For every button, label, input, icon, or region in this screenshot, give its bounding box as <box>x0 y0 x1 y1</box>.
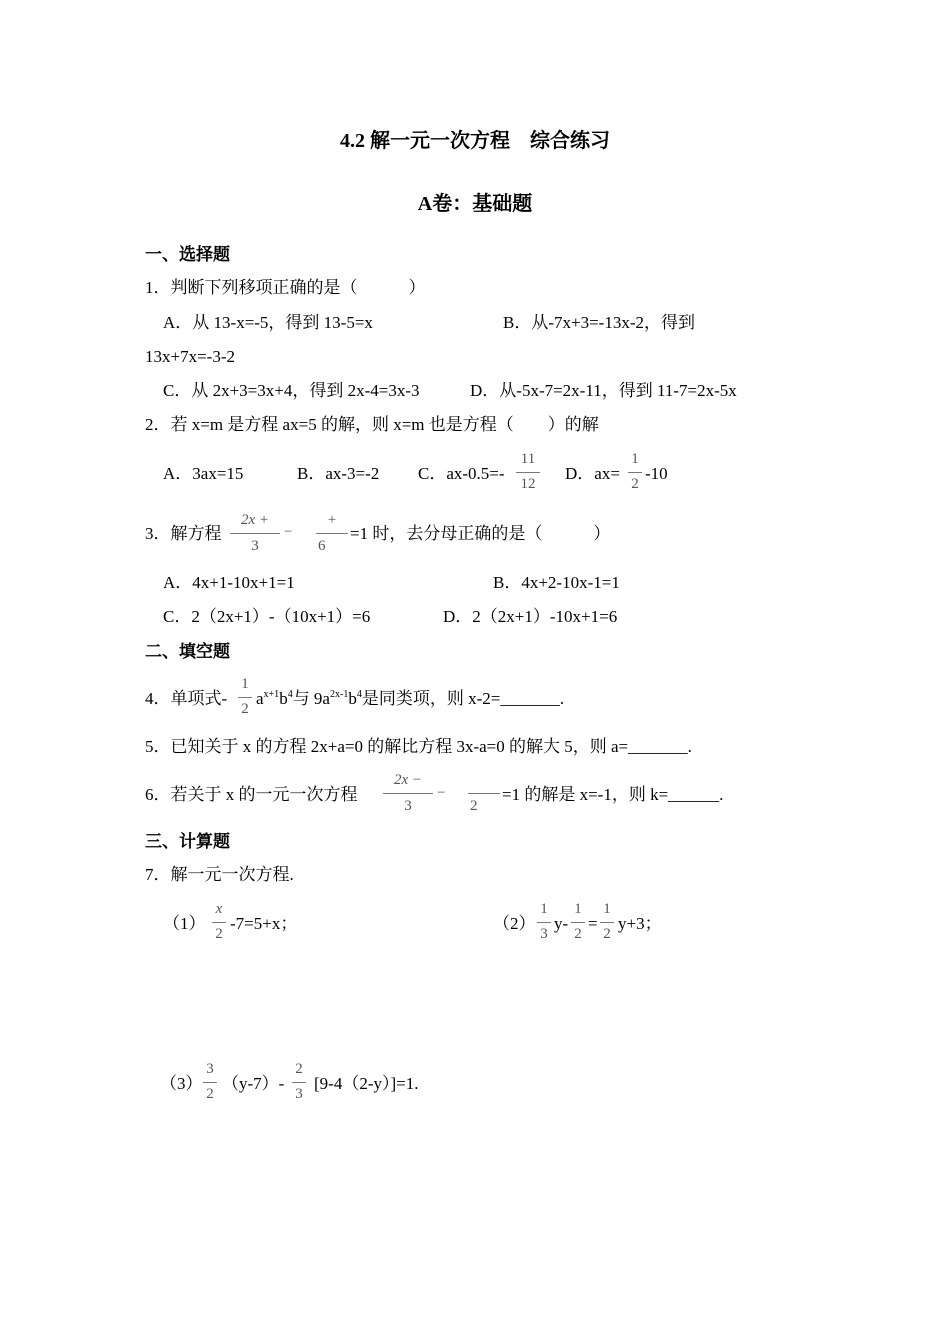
q2-stem: 2．若 x=m 是方程 ax=5 的解，则 x=m 也是方程（ ）的解 <box>145 415 599 434</box>
q6-stem-prefix: 6．若关于 x 的一元一次方程 <box>145 785 358 804</box>
q4-exponent-b: 4 <box>287 689 293 700</box>
q2-option-d-fraction <box>628 450 642 494</box>
q7-part3-middle: （y-7）- <box>222 1074 285 1093</box>
fraction-denominator: 12 <box>520 476 536 492</box>
fraction-bar <box>316 533 348 534</box>
fraction-bar <box>571 922 585 923</box>
q7-part3-fraction-2 <box>292 1060 306 1104</box>
q4-var-b2: b <box>348 689 357 708</box>
q6-fraction-1 <box>383 771 433 815</box>
q3-fraction-2 <box>316 511 348 555</box>
q4-middle-text: 与 9a <box>292 689 330 708</box>
q3-option-c: C．2（2x+1）-（10x+1）=6 <box>163 607 371 626</box>
fraction-bar <box>628 472 642 473</box>
q7-part1-fraction <box>212 900 226 944</box>
fraction-numerator: 1 <box>241 676 249 692</box>
q6-stem-suffix: =1 的解是 x=-1，则 k=______. <box>502 785 724 804</box>
q6-fraction-2 <box>468 771 500 815</box>
q2-option-d: D．ax= <box>565 464 620 483</box>
q4-stem-suffix: 是同类项，则 x-2=_______. <box>361 689 565 708</box>
fraction-denominator: 6 <box>318 538 326 554</box>
fraction-denominator: 3 <box>540 926 548 942</box>
q1-option-c: C．从 2x+3=3x+4，得到 2x-4=3x-3 <box>163 381 420 400</box>
fraction-denominator: 2 <box>574 926 582 942</box>
q3-option-a: A．4x+1-10x+1=1 <box>163 573 295 592</box>
q1-option-a: A．从 13-x=-5，得到 13-5=x <box>163 313 373 332</box>
fraction-bar <box>212 922 226 923</box>
q4-monomials <box>256 690 564 707</box>
fraction-numerator: x <box>215 901 223 917</box>
q1-option-d: D．从-5x-7=2x-11，得到 11-7=2x-5x <box>470 381 737 400</box>
fraction-denominator: 2 <box>206 1086 214 1102</box>
fraction-denominator: 2 <box>470 798 478 814</box>
q4-fraction <box>238 675 252 719</box>
q1-stem: 1．判断下列移项正确的是（ ） <box>145 278 426 297</box>
fraction-numerator: 2x + <box>240 512 270 528</box>
q3-fraction-1 <box>230 511 280 555</box>
fraction-bar <box>238 697 252 698</box>
fraction-denominator: 3 <box>251 538 259 554</box>
section-heading-compute: 三、计算题 <box>145 832 230 851</box>
q7-part2-fraction-3 <box>600 900 614 944</box>
fraction-numerator: 11 <box>520 451 536 467</box>
q7-part1-label: （1） <box>163 914 206 933</box>
q7-part2-fraction-2 <box>571 900 585 944</box>
fraction-denominator: 2 <box>241 701 249 717</box>
fraction-numerator: 3 <box>206 1061 214 1077</box>
q3-option-b: B．4x+2-10x-1=1 <box>493 573 620 592</box>
page-subtitle: A卷：基础题 <box>417 193 533 215</box>
page-title: 4.2 解一元一次方程 综合练习 <box>340 130 610 152</box>
q1-option-b-continued: 13x+7x=-3-2 <box>145 347 235 366</box>
q7-part2-tail: y+3； <box>618 914 662 933</box>
q5-stem: 5．已知关于 x 的方程 2x+a=0 的解比方程 3x-a=0 的解大 5，则 a=_______. <box>145 737 692 756</box>
fraction-denominator: 2 <box>603 926 611 942</box>
q2-option-d-tail: -10 <box>645 464 668 483</box>
q4-exponent-a2: 2x-1 <box>329 689 349 700</box>
q1-option-b: B．从-7x+3=-13x-2，得到 <box>503 313 695 332</box>
section-heading-choice: 一、选择题 <box>145 245 230 264</box>
q7-part3-label: （3） <box>160 1074 203 1093</box>
fraction-bar <box>292 1082 306 1083</box>
fraction-numerator: 1 <box>540 901 548 917</box>
fraction-numerator: 2 <box>295 1061 303 1077</box>
q7-part2-equals: = <box>588 914 598 933</box>
fraction-denominator: 3 <box>295 1086 303 1102</box>
q3-stem-suffix: =1 时，去分母正确的是（ ） <box>350 524 611 543</box>
q4-exponent-a: x+1 <box>263 689 280 700</box>
q7-part1-tail: -7=5+x； <box>230 914 298 933</box>
fraction-numerator: 2x − <box>393 772 423 788</box>
fraction-bar <box>230 533 280 534</box>
q7-part3-fraction-1 <box>203 1060 217 1104</box>
fraction-bar <box>203 1082 217 1083</box>
q4-var-a: a <box>256 689 264 708</box>
q7-part2-y-minus: y- <box>554 914 569 933</box>
section-heading-fill: 二、填空题 <box>145 642 230 661</box>
q2-option-c-fraction <box>516 450 540 494</box>
q7-part3-tail: [9-4（2-y）]=1. <box>314 1074 419 1093</box>
q3-stem-prefix: 3．解方程 <box>145 524 222 543</box>
fraction-numerator: + <box>327 512 337 528</box>
q7-stem: 7．解一元一次方程. <box>145 865 294 884</box>
fraction-numerator: 1 <box>631 451 639 467</box>
q3-minus-sign: − <box>284 524 293 540</box>
q7-part2-fraction-1 <box>537 900 551 944</box>
fraction-bar <box>537 922 551 923</box>
q4-exponent-b2: 4 <box>356 689 362 700</box>
fraction-denominator: 3 <box>404 798 412 814</box>
q7-part2-label: （2） <box>493 914 536 933</box>
q2-option-c: C．ax-0.5=- <box>418 464 505 483</box>
fraction-bar <box>516 472 540 473</box>
fraction-bar <box>468 793 500 794</box>
q6-minus-sign: − <box>437 785 446 801</box>
q4-var-b: b <box>279 689 288 708</box>
q2-option-a: A．3ax=15 <box>163 464 244 483</box>
q4-stem-prefix: 4．单项式- <box>145 689 228 708</box>
fraction-bar <box>383 793 433 794</box>
q2-option-b: B．ax-3=-2 <box>297 464 380 483</box>
fraction-bar <box>600 922 614 923</box>
fraction-numerator: 1 <box>603 901 611 917</box>
q3-option-d: D．2（2x+1）-10x+1=6 <box>443 607 618 626</box>
fraction-denominator: 2 <box>631 476 639 492</box>
fraction-numerator: 1 <box>574 901 582 917</box>
fraction-denominator: 2 <box>215 926 223 942</box>
